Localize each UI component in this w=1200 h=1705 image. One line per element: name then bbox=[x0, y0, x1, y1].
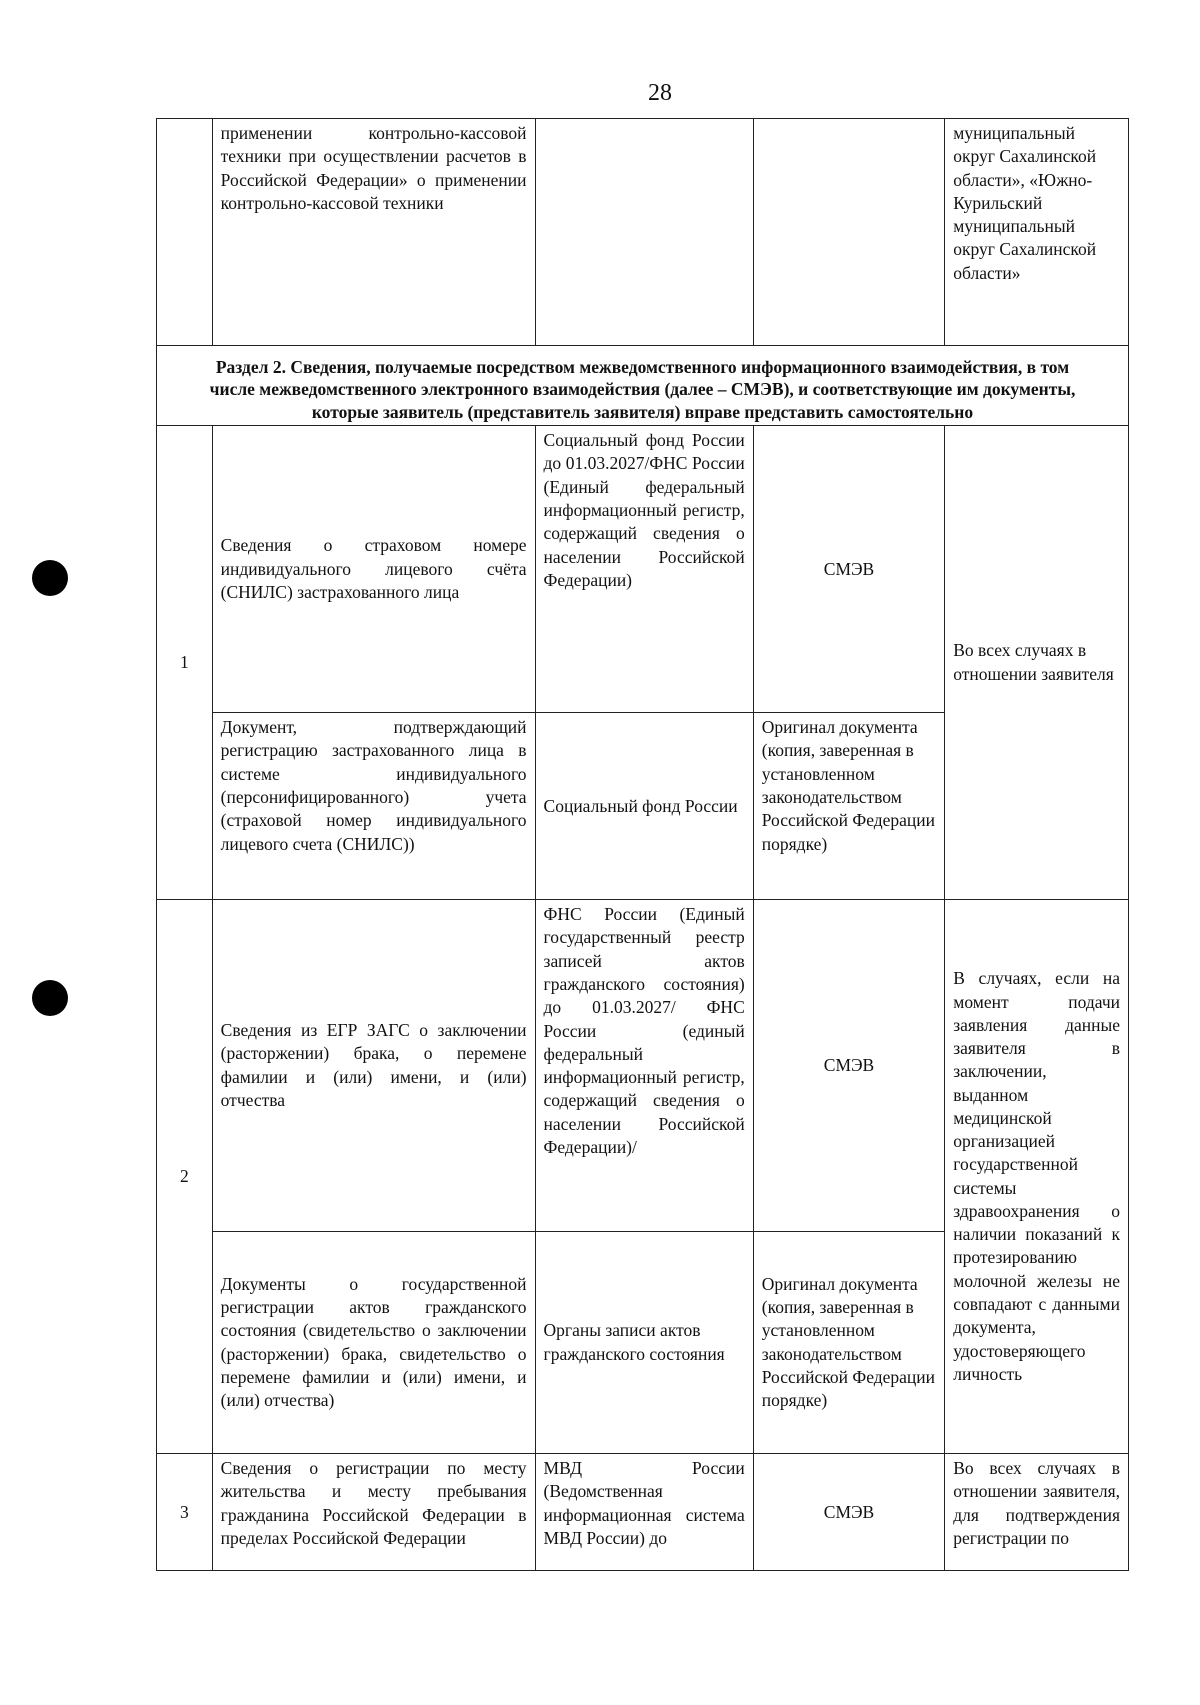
cases-cell: В случаях, если на момент подачи заявления данные заявителя в заключении, выданном медицинской организацией государственной системы здравоохранения о наличии показаний к протезированию молочной железы не совпадают с данными документа, удостоверяющего личность bbox=[945, 900, 1129, 1454]
section-header: Раздел 2. Сведения, получаемые посредством межведомственного информационного взаимодействия, в том числе межведомственного электронного взаимодействия (далее – СМЭВ), и соответствующие им документы, которые заявитель (представитель заявителя) вправе представить самостоятельно bbox=[157, 346, 1129, 426]
method-cell: СМЭВ bbox=[753, 1454, 945, 1571]
method-cell: СМЭВ bbox=[753, 426, 945, 713]
source-cell: Социальный фонд России до 01.03.2027/ФНС России (Единый федеральный информационный регистр, содержащий сведения о населении Российской Федерации) bbox=[535, 426, 753, 713]
method-cell bbox=[753, 119, 945, 346]
source-cell: ФНС России (Единый государственный реестр записей актов гражданского состояния) до 01.03.2027/ ФНС России (единый федеральный информационный регистр, содержащий сведения о населении Российской Федерации)/ bbox=[535, 900, 753, 1232]
row-number-cell: 3 bbox=[157, 1454, 213, 1571]
document-name-cell: Документы о государственной регистрации актов гражданского состояния (свидетельство о заключении (расторжении) брака, свидетельство о перемене фамилии и (или) имени, и (или) отчества) bbox=[212, 1232, 535, 1454]
row-number-cell: 1 bbox=[157, 426, 213, 900]
source-cell: Социальный фонд России bbox=[535, 713, 753, 900]
document-name-cell: Документ, подтверждающий регистрацию застрахованного лица в системе индивидуального (персонифицированного) учета (страховой номер индивидуального лицевого счета (СНИЛС)) bbox=[212, 713, 535, 900]
page-number: 28 bbox=[648, 80, 672, 106]
document-name-cell: Сведения о регистрации по месту жительства и месту пребывания гражданина Российской Федерации в пределах Российской Федерации bbox=[212, 1454, 535, 1571]
document-name-cell: Сведения из ЕГР ЗАГС о заключении (расторжении) брака, о перемене фамилии и (или) имени, и (или) отчества bbox=[212, 900, 535, 1232]
document-table bbox=[156, 118, 1129, 1571]
row-number-cell bbox=[157, 119, 213, 346]
punch-hole-mark bbox=[32, 560, 68, 596]
punch-hole-mark bbox=[32, 980, 68, 1016]
source-cell: Органы записи актов гражданского состояния bbox=[535, 1232, 753, 1454]
table-row bbox=[157, 346, 1129, 426]
table-row bbox=[157, 119, 1129, 346]
source-cell: МВД России (Ведомственная информационная система МВД России) до bbox=[535, 1454, 753, 1571]
table-row bbox=[157, 900, 1129, 1232]
cases-cell: муниципальный округ Сахалинской области», «Южно-Курильский муниципальный округ Сахалинской области» bbox=[945, 119, 1129, 346]
row-number-cell: 2 bbox=[157, 900, 213, 1454]
table-row bbox=[157, 1454, 1129, 1571]
document-name-cell: применении контрольно-кассовой техники при осуществлении расчетов в Российской Федерации» о применении контрольно-кассовой техники bbox=[212, 119, 535, 346]
source-cell bbox=[535, 119, 753, 346]
cases-cell: Во всех случаях в отношении заявителя, для подтверждения регистрации по bbox=[945, 1454, 1129, 1571]
method-cell: Оригинал документа (копия, заверенная в установленном законодательством Российской Федерации порядке) bbox=[753, 713, 945, 900]
method-cell: СМЭВ bbox=[753, 900, 945, 1232]
method-cell: Оригинал документа (копия, заверенная в установленном законодательством Российской Федерации порядке) bbox=[753, 1232, 945, 1454]
document-name-cell: Сведения о страховом номере индивидуального лицевого счёта (СНИЛС) застрахованного лица bbox=[212, 426, 535, 713]
cases-cell: Во всех случаях в отношении заявителя bbox=[945, 426, 1129, 900]
table-row bbox=[157, 426, 1129, 713]
